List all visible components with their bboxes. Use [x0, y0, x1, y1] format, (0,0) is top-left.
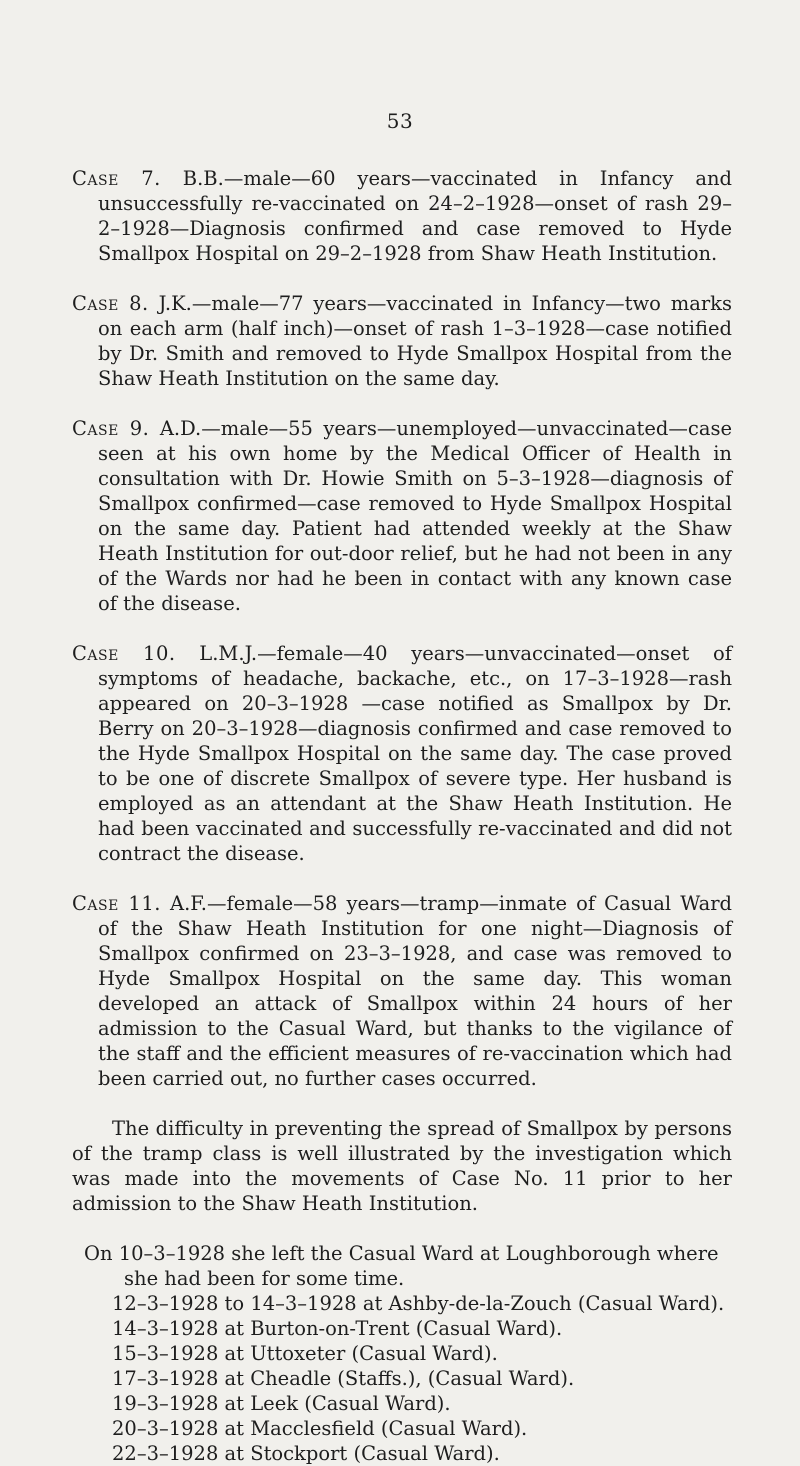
- case-9-label: Case 9.: [72, 417, 150, 440]
- itinerary-entry: 20–3–1928 at Macclesfield (Casual Ward).: [112, 1417, 528, 1440]
- case-9-text: A.D.—male—55 years—unemployed—unvaccinated—case seen at his own home by the Medical Officer of Health in consultation with Dr. Howie Smith on 5–3–1928—diagnosis of Smallpox confirmed—case removed to Hyde Smallpox Hospital on the same day. Patient had attended weekly at the Shaw Heath Institution for out-door relief, but he had not been in any of the Wards nor had he been in contact with any known case of the disease.: [98, 417, 732, 615]
- case-7-label: Case 7.: [72, 167, 161, 190]
- case-11-text: A.F.—female—58 years—tramp—inmate of Casual Ward of the Shaw Heath Institution for one night—Diagnosis of Smallpox confirmed on 23–3–1928, and case was removed to Hyde Smallpox Hospital on the same day. This woman developed an attack of Smallpox within 24 hours of her admission to the Casual Ward, but thanks to the vigilance of the staff and the efficient measures of re-vaccination which had been carried out, no further cases occurred.: [98, 892, 732, 1090]
- case-11-entry: [72, 891, 732, 1091]
- itinerary-entry: 15–3–1928 at Uttoxeter (Casual Ward).: [112, 1342, 498, 1365]
- case-10-text: L.M.J.—female—40 years—unvaccinated—onset of symptoms of headache, backache, etc., on 17–3–1928—rash appeared on 20–3–1928 —case notified as Smallpox by Dr. Berry on 20–3–1928—diagnosis confirmed and case removed to the Hyde Smallpox Hospital on the same day. The case proved to be one of discrete Smallpox of severe type. Her husband is employed as an attendant at the Shaw Heath Institution. He had been vaccinated and successfully re-vaccinated and did not contract the disease.: [98, 642, 732, 865]
- itinerary-entry: 17–3–1928 at Cheadle (Staffs.), (Casual Ward).: [112, 1367, 575, 1390]
- case-10-entry: [72, 641, 732, 866]
- case-10-label: Case 10.: [72, 642, 176, 665]
- case-8-label: Case 8.: [72, 292, 149, 315]
- page-number: 53: [386, 109, 414, 133]
- case-8-text: J.K.—male—77 years—vaccinated in Infancy—two marks on each arm (half inch)—onset of rash 1–3–1928—case notified by Dr. Smith and removed to Hyde Smallpox Hospital from the Shaw Heath Institution on the same day.: [98, 292, 732, 390]
- itinerary-list: [72, 1291, 732, 1466]
- case-7-entry: [72, 166, 732, 266]
- summary-paragraph: The difficulty in preventing the spread of Smallpox by persons of the tramp class is well illustrated by the investigation which was made into the movements of Case No. 11 prior to her admission to the Shaw Heath Institution.: [72, 1117, 732, 1215]
- itinerary-intro: On 10–3–1928 she left the Casual Ward at Loughborough where she had been for some time.: [84, 1242, 719, 1290]
- case-11-label: Case 11.: [72, 892, 161, 915]
- case-9-entry: [72, 416, 732, 616]
- case-8-entry: [72, 291, 732, 391]
- itinerary-entry: 12–3–1928 to 14–3–1928 at Ashby-de-la-Zouch (Casual Ward).: [112, 1292, 725, 1315]
- itinerary-entry: 14–3–1928 at Burton-on-Trent (Casual Ward).: [112, 1317, 563, 1340]
- itinerary-entry: 22–3–1928 at Stockport (Casual Ward).: [112, 1442, 500, 1465]
- case-7-text: B.B.—male—60 years—vaccinated in Infancy and unsuccessfully re-vaccinated on 24–2–1928—onset of rash 29–2–1928—Diagnosis confirmed and case removed to Hyde Smallpox Hospital on 29–2–1928 from Shaw Heath Institution.: [98, 167, 732, 265]
- itinerary-entry: 19–3–1928 at Leek (Casual Ward).: [112, 1392, 451, 1415]
- document-body: [72, 166, 732, 1466]
